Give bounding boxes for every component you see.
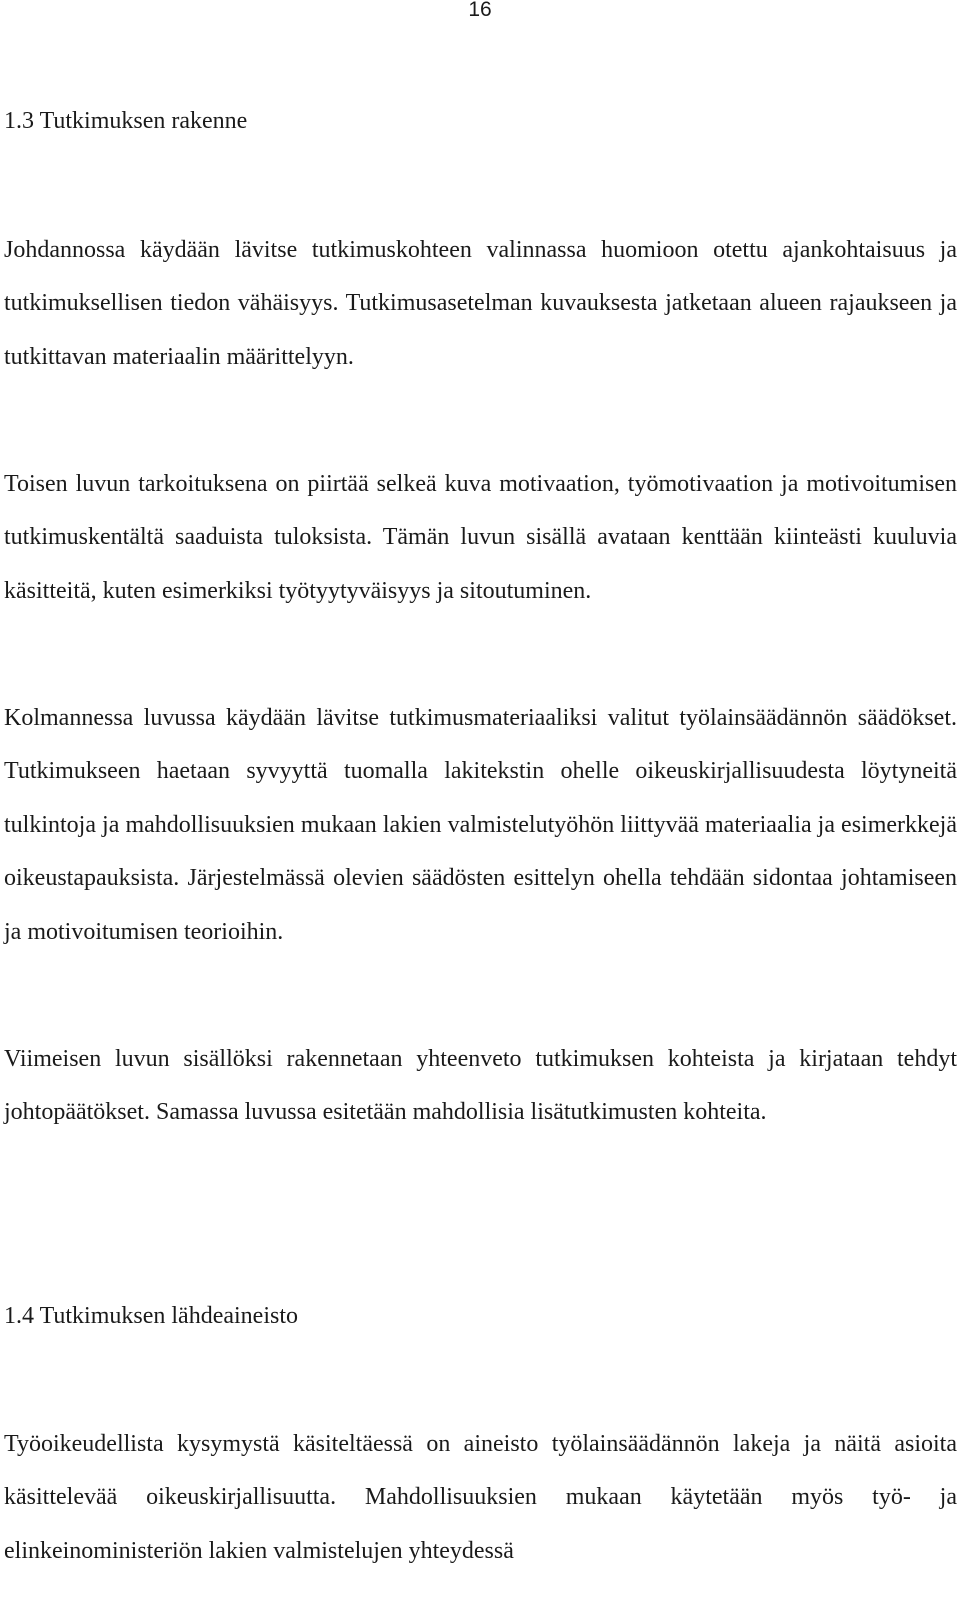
page-number: 16	[468, 0, 492, 21]
section-heading-1-3: 1.3 Tutkimuksen rakenne	[4, 108, 248, 134]
paragraph-final-chapter: Viimeisen luvun sisällöksi rakennetaan yhteenveto tutkimuksen kohteista ja kirjataan tehdyt johtopäätökset. Samassa luvussa esitetään mahdollisia lisätutkimusten kohteita.	[4, 1046, 957, 1126]
paragraph-source-material: Työoikeudellista kysymystä käsiteltäessä on aineisto työlainsäädännön lakeja ja näitä asioita käsittelevää oikeuskirjallisuutta. Mahdollisuuksien mukaan käytetään myös työ- ja elinkeinoministeriön lakien valmistelujen yhteydessä	[4, 1431, 957, 1564]
section-heading-1-4: 1.4 Tutkimuksen lähdeaineisto	[4, 1303, 298, 1329]
paragraph-chapter-two: Toisen luvun tarkoituksena on piirtää selkeä kuva motivaation, työmotivaation ja motivoitumisen tutkimuskentältä saaduista tuloksista. Tämän luvun sisällä avataan kenttään kiinteästi kuuluvia käsitteitä, kuten esimerkiksi työtyytyväisyys ja sitoutuminen.	[4, 471, 957, 604]
paragraph-introduction: Johdannossa käydään lävitse tutkimuskohteen valinnassa huomioon otettu ajankohtaisuus ja tutkimuksellisen tiedon vähäisyys. Tutkimusasetelman kuvauksesta jatketaan alueen rajaukseen ja tutkittavan materiaalin määrittelyyn.	[4, 237, 957, 370]
paragraph-chapter-three: Kolmannessa luvussa käydään lävitse tutkimusmateriaaliksi valitut työlainsäädännön säädökset. Tutkimukseen haetaan syvyyttä tuomalla lakitekstin ohelle oikeuskirjallisuudesta löytyneitä tulkintoja ja mahdollisuuksien mukaan lakien valmistelutyöhön liittyvää materiaalia ja esimerkkejä oikeustapauksista. Järjestelmässä olevien säädösten esittelyn ohella tehdään sidontaa johtamiseen ja motivoitumisen teorioihin.	[4, 705, 957, 945]
